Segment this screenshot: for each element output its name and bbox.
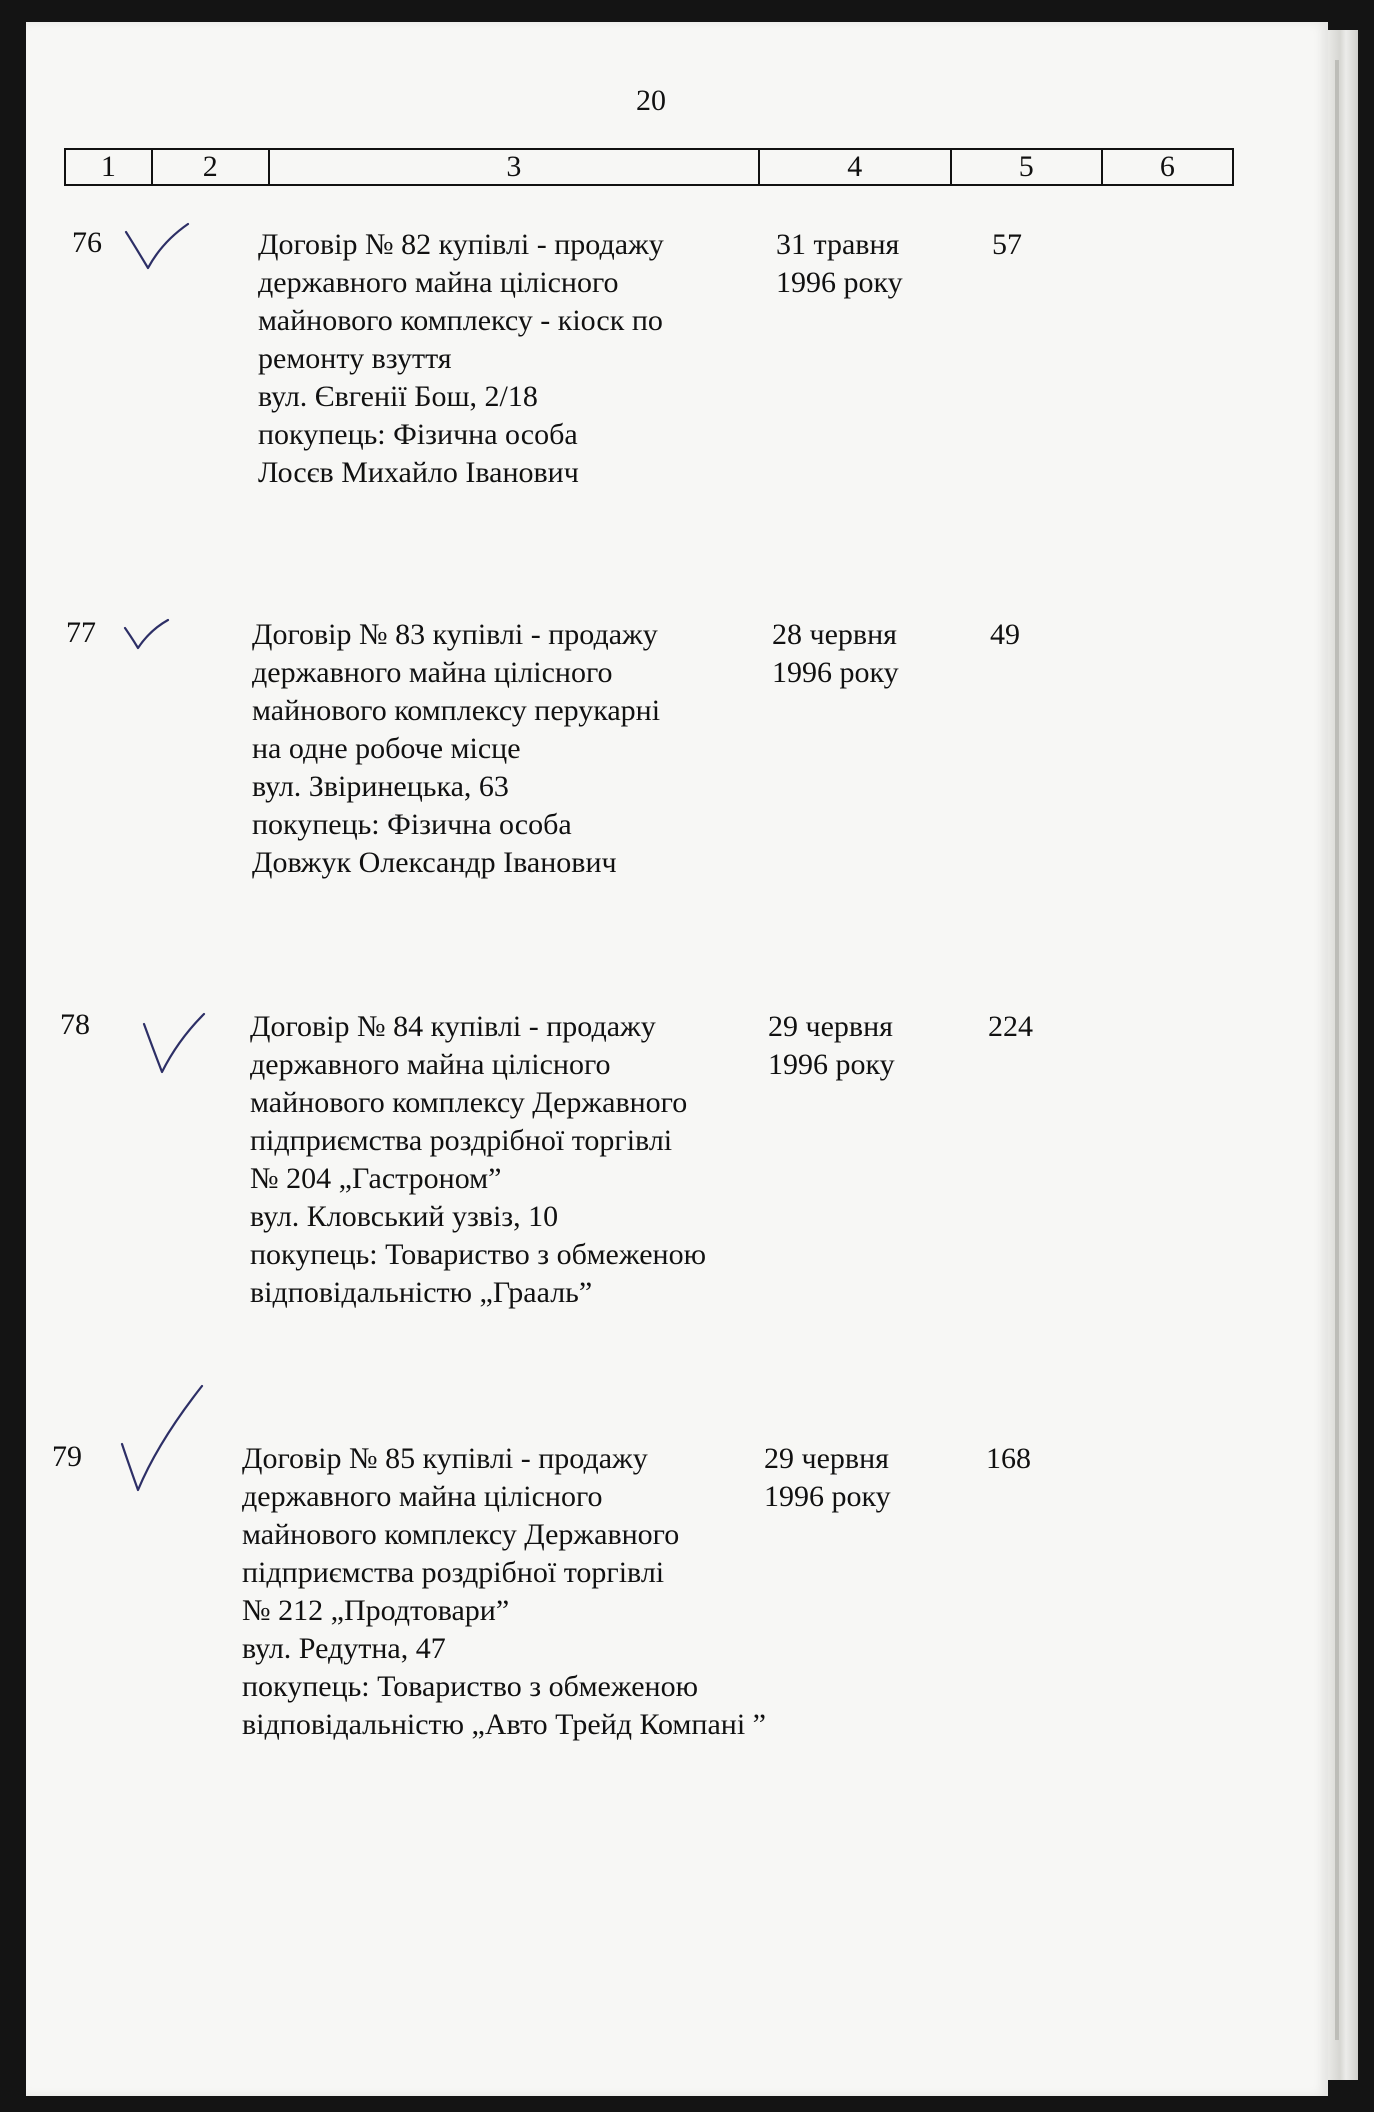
column-header-row <box>65 149 1233 185</box>
page-edge-line <box>1335 60 1339 2040</box>
entry-description <box>258 226 664 492</box>
entry-value: 168 <box>986 1442 1031 1475</box>
description-line: ремонту взуття <box>258 342 452 375</box>
description-line: на одне робоче місце <box>252 732 521 765</box>
description-line: підприємства роздрібної торгівлі <box>250 1124 673 1157</box>
entry-description <box>250 1008 706 1312</box>
description-line: вул. Євгенії Бош, 2/18 <box>258 380 538 413</box>
page-number: 20 <box>636 84 666 117</box>
entry-value: 224 <box>988 1010 1033 1043</box>
entry-date <box>772 616 899 692</box>
description-line: Договір № 85 купівлі - продажу <box>242 1442 648 1475</box>
date-line: 1996 року <box>776 266 903 299</box>
description-line: Договір № 84 купівлі - продажу <box>250 1010 656 1043</box>
checkmark-icon <box>122 218 192 278</box>
entry-value: 57 <box>992 228 1022 261</box>
description-line: майнового комплексу Державного <box>250 1086 688 1119</box>
description-line: вул. Кловський узвіз, 10 <box>250 1200 559 1233</box>
date-line: 29 червня <box>764 1442 889 1475</box>
description-line: покупець: Товариство з обмеженою <box>242 1670 698 1703</box>
date-line: 1996 року <box>768 1048 895 1081</box>
description-line: підприємства роздрібної торгівлі <box>242 1556 665 1589</box>
description-line: Договір № 83 купівлі - продажу <box>252 618 658 651</box>
date-line: 1996 року <box>772 656 899 689</box>
description-line: вул. Звіринецька, 63 <box>252 770 509 803</box>
date-line: 29 червня <box>768 1010 893 1043</box>
description-line: покупець: Товариство з обмеженою <box>250 1238 706 1271</box>
checkmark-icon <box>118 1382 208 1502</box>
column-header-3: 3 <box>269 149 759 185</box>
entry-number: 77 <box>66 616 96 649</box>
column-header-table <box>64 148 1234 186</box>
description-line: Лосєв Михайло Іванович <box>258 456 579 489</box>
description-line: відповідальністю „Авто Трейд Компані ” <box>242 1708 766 1741</box>
checkmark-icon <box>122 616 172 656</box>
description-line: державного майна цілісного <box>250 1048 611 1081</box>
column-header-1: 1 <box>65 149 152 185</box>
entry-value: 49 <box>990 618 1020 651</box>
description-line: відповідальністю „Грааль” <box>250 1276 593 1309</box>
date-line: 1996 року <box>764 1480 891 1513</box>
description-line: покупець: Фізична особа <box>252 808 572 841</box>
entry-number: 79 <box>52 1440 82 1473</box>
description-line: покупець: Фізична особа <box>258 418 578 451</box>
entry-date <box>768 1008 895 1084</box>
entry-number: 76 <box>72 226 102 259</box>
date-line: 28 червня <box>772 618 897 651</box>
entry-date <box>764 1440 891 1516</box>
entry-description <box>252 616 660 882</box>
description-line: Довжук Олександр Іванович <box>252 846 617 879</box>
description-line: № 204 „Гастроном” <box>250 1162 502 1195</box>
description-line: державного майна цілісного <box>252 656 613 689</box>
description-line: майнового комплексу перукарні <box>252 694 661 727</box>
column-header-4: 4 <box>759 149 951 185</box>
description-line: державного майна цілісного <box>258 266 619 299</box>
entry-date <box>776 226 903 302</box>
column-header-2: 2 <box>152 149 269 185</box>
column-header-6: 6 <box>1102 149 1233 185</box>
description-line: Договір № 82 купівлі - продажу <box>258 228 664 261</box>
column-header-5: 5 <box>951 149 1102 185</box>
description-line: державного майна цілісного <box>242 1480 603 1513</box>
description-line: майнового комплексу Державного <box>242 1518 680 1551</box>
checkmark-icon <box>140 1010 210 1080</box>
description-line: майнового комплексу - кіоск по <box>258 304 663 337</box>
date-line: 31 травня <box>776 228 900 261</box>
entry-description <box>242 1440 766 1744</box>
entry-number: 78 <box>60 1008 90 1041</box>
description-line: № 212 „Продтовари” <box>242 1594 510 1627</box>
page-edge <box>1328 30 1358 2080</box>
description-line: вул. Редутна, 47 <box>242 1632 446 1665</box>
